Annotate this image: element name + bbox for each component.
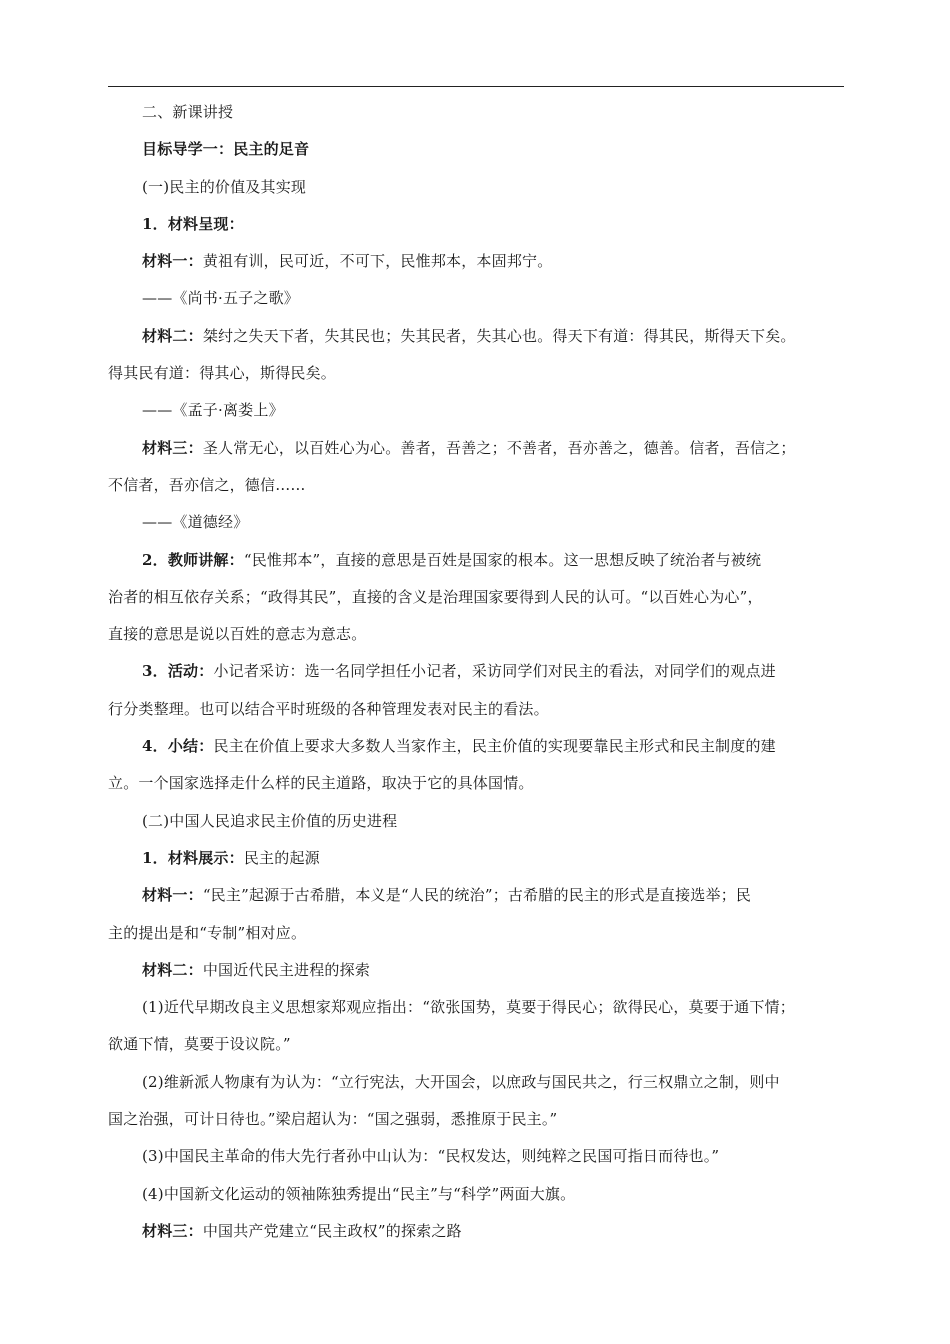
part-one-material1-source: ——《尚书·五子之歌》	[142, 289, 299, 308]
part-one-item4	[108, 728, 843, 765]
part-two-sub4: (4)中国新文化运动的领袖陈独秀提出“民主”与“科学”两面大旗。	[142, 1184, 576, 1203]
part-one-material1	[108, 243, 843, 280]
part-two-material3	[108, 1213, 843, 1250]
item-text: 民主在价值上要求大多数人当家作主，民主价值的实现要靠民主形式和民主制度的建	[213, 737, 776, 756]
part-two-sub3: (3)中国民主革命的伟大先行者孙中山认为：“民权发达，则纯粹之民国可指日而待也。”	[142, 1147, 720, 1166]
part-two-sub1: (1)近代早期改良主义思想家郑观应指出：“欲张国势，莫要于得民心；欲得民心，莫要于通下情；	[142, 998, 795, 1017]
part-one-item1: 1．材料呈现：	[142, 214, 244, 233]
part-one-material2-cont: 得其民有道：得其心，斯得民矣。	[108, 364, 337, 383]
part-two-sub1-cont: 欲通下情，莫要于设议院。”	[108, 1035, 291, 1054]
material-text: 黄祖有训，民可近，不可下，民惟邦本，本固邦宁。	[202, 252, 553, 271]
part-two-material1-cont: 主的提出是和“专制”相对应。	[108, 923, 307, 942]
part-one-item3	[108, 653, 843, 690]
document-body	[108, 94, 843, 1250]
part-one-item2-cont1: 治者的相互依存关系；“政得其民”，直接的含义是治理国家要得到人民的认可。“以百姓心为心”，	[108, 587, 763, 606]
part-one-material2	[108, 318, 843, 355]
goal-heading: 目标导学一：民主的足音	[142, 140, 310, 159]
part-two-material2	[108, 952, 843, 989]
material-text: 中国共产党建立“民主政权”的探索之路	[202, 1221, 462, 1240]
material-label: 材料二：	[142, 326, 203, 345]
section-heading: 二、新课讲授	[142, 103, 234, 121]
material-text: “民主”起源于古希腊，本义是“人民的统治”；古希腊的民主的形式是直接选举；民	[202, 886, 752, 905]
part-two-sub2: (2)维新派人物康有为认为：“立行宪法，大开国会，以庶政与国民共之，行三权鼎立之制，则中	[142, 1072, 780, 1091]
part-one-material3	[108, 430, 843, 467]
material-text: 圣人常无心，以百姓心为心。善者，吾善之；不善者，吾亦善之，德善。信者，吾信之；	[202, 438, 796, 457]
part-two-item1	[108, 840, 843, 877]
item-label: 2．教师讲解：	[142, 550, 244, 569]
part-one-material2-source: ——《孟子·离娄上》	[142, 401, 284, 420]
part-one-item4-cont: 立。一个国家选择走什么样的民主道路，取决于它的具体国情。	[108, 774, 534, 793]
item-label: 4．小结：	[142, 737, 214, 756]
part-one-item2	[108, 542, 843, 579]
part-two-heading: (二)中国人民追求民主价值的历史进程	[142, 811, 398, 830]
material-label: 材料三：	[142, 1221, 203, 1240]
part-two-sub2-cont: 国之治强，可计日待也。”梁启超认为：“国之强弱，悉推原于民主。”	[108, 1110, 558, 1129]
material-label: 材料一：	[142, 252, 203, 271]
part-one-material3-source: ——《道德经》	[142, 513, 249, 532]
material-text: 桀纣之失天下者，失其民也；失其民者，失其心也。得天下有道：得其民，斯得天下矣。	[202, 326, 796, 345]
part-two-material1	[108, 877, 843, 914]
part-one-heading: (一)民主的价值及其实现	[142, 177, 307, 196]
item-text: 小记者采访：选一名同学担任小记者，采访同学们对民主的看法，对同学们的观点进	[213, 662, 776, 681]
item-label: 3．活动：	[142, 662, 214, 681]
part-one-material3-cont: 不信者，吾亦信之，德信……	[108, 475, 306, 494]
item-label: 1．材料展示：	[142, 848, 244, 867]
material-label: 材料三：	[142, 438, 203, 457]
item-text: “民惟邦本”，直接的意思是百姓是国家的根本。这一思想反映了统治者与被统	[243, 550, 762, 569]
material-label: 材料一：	[142, 886, 203, 905]
part-one-item3-cont: 行分类整理。也可以结合平时班级的各种管理发表对民主的看法。	[108, 699, 549, 718]
material-label: 材料二：	[142, 960, 203, 979]
header-rule	[108, 86, 844, 87]
part-one-item2-cont2: 直接的意思是说以百姓的意志为意志。	[108, 625, 367, 644]
item-text: 民主的起源	[243, 848, 320, 867]
material-text: 中国近代民主进程的探索	[202, 960, 371, 979]
